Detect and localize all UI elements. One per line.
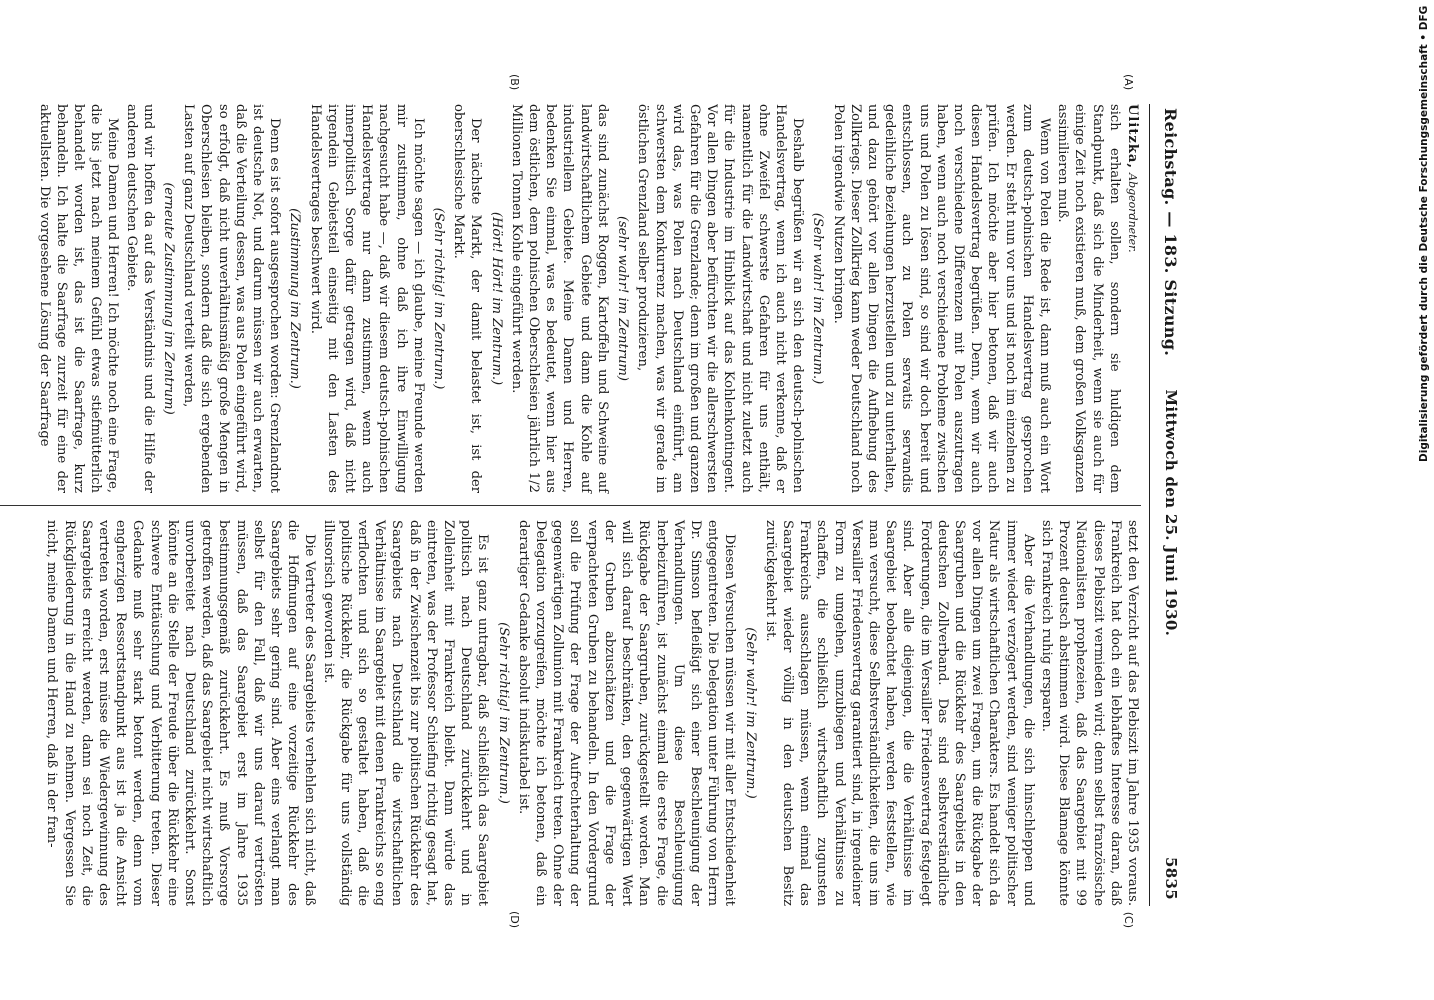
speaker-role: Abgeordneter. <box>1126 173 1139 253</box>
margin-marker-a: (A) <box>1122 74 1135 91</box>
interjection: (Sehr wahr! im Zentrum.) <box>742 627 758 799</box>
paragraph: Der nächste Markt, der damit belastet ist, ist der oberschlesische Markt. <box>451 104 484 493</box>
paragraph: Es ist ganz untragbar, daß schließlich das Saargebiet politisch nach Deutschland zurückkehrt und in Zolleinheit mit Frankreich bleibt. Dann würde das eintreten, was der Professor Schiefing richtig gesagt hat, daß in der Zwischenzeit bis zur politischen Rückkehr des Saargebiets nach Deutschland die wirtschaftlichen Verhältnisse im Saargebiet mit denen Frankreichs so eng verflochten und sich so gestaltet haben, daß die politische Rückkehr, die Rückgabe für uns vollständig illusorisch geworden ist. <box>320 520 491 906</box>
paragraph: Ich möchte sagen — ich glaube, meine Freunde werden mir zustimmen, ohne daß ich ihre Einwilligung nachgesucht habe —, daß wir diesem deutsch-polnischen Handelsvertrage nur dann zustimmen, wenn auch innerpolitisch Sorge dafür getragen wird, daß nicht irgendein Gebietsteil einseitig mit den Lasten des Handelsvertrages beschwert wird. <box>307 104 426 493</box>
paragraph: und wir hoffen da auf das Verständnis und die Hilfe der anderen deutschen Gebiete. <box>123 104 156 493</box>
margin-marker-b: (B) <box>508 74 521 91</box>
left-column <box>0 104 1141 505</box>
paragraph: Die Vertreter des Saargebiets verhehlen sich nicht, daß die Hoffnungen auf eine vorzeitige Rückkehr des Saargebiets sehr gering sind. Aber eins verlangt man selbst für den Fall, daß wir uns darauf vertrösten müssen, daß das Saargebiet erst im Jahre 1935 bestimmungsgemäß zurückkehrt. Es muß Vorsorge getroffen werden, daß das Saargebiet nicht wirtschaftlich unvorbereitet nach Deutschland zurückkehrt. Sonst könnte an die Stelle der Freude über die Rückkehr eine schwere Enttäuschung und Verbitterung treten. Dieser Gedanke muß sehr stark betont werden, denn vom engherzigen Ressortstandpunkt aus ist ja die Ansicht vertreten worden, erst müsse die Wiedergewinnung des Saargebiets erreicht werden, dann sei noch Zeit, die Rückgliederung in die Hand zu nehmen. Vergessen Sie nicht, meine Damen und Herren, daß in der fran- <box>44 520 318 906</box>
digitization-note-text: Digitalisierung gefördert durch die Deutsche Forschungsgemeinschaft • DFG <box>1418 6 1430 463</box>
margin-marker-c: (C) <box>1122 911 1135 928</box>
interjection: (Zustimmung im Zentrum.) <box>287 208 303 389</box>
paragraph: Aber die Verhandlungen, die sich hinschleppen und immer wieder verzögert werden, sind weniger politischer Natur als wirtschaftlichen Charakters. Es handelt sich da vor allen Dingen um zwei Fragen, um die Rückgabe der Saargruben und die Rückkehr des Saargebiets in den deutschen Zollverband. Das sind selbstverständliche Forderungen, die im Versailler Friedensvertrag festgelegt sind. Aber alle diejenigen, die die Verhältnisse im Saargebiet beobachtet haben, werden feststellen, wie man versucht, diese Selbstverständlichkeiten, die uns im Versailler Friedensvertrag garantiert sind, in irgendeiner Form zu umgehen, umzubiegen und Verhältnisse zu schaffen, die schließlich wirtschaftlich zugunsten Frankreichs ausschlagen müssen, wenn einmal das Saargebiet wieder völlig in den deutschen Besitz zurückgekehrt ist. <box>762 520 1036 906</box>
digitization-note <box>1418 6 1434 986</box>
paragraph: Wenn von Polen die Rede ist, dann muß auch ein Wort zum deutsch-polnischen Handelsvertrag gesprochen werden. Er steht nun vor uns und ist noch im einzelnen zu prüfen. Ich möchte aber hier betonen, daß wir auch diesen Handelsvertrag begrüßen. Denn, wenn wir auch noch verschiedene Differenzen mit Polen auszutragen haben, wenn auch noch verschiedene Probleme zwischen uns und Polen zu lösen sind, so sind wir doch bereit und entschlossen, auch zu Polen servatis servandis gedeihliche Beziehungen herzustellen und zu unterhalten, und dazu gehört vor allen Dingen die Aufhebung des Zollkriegs. Dieser Zollkrieg kann weder Deutschland noch Polen irgendwie Nutzen bringen. <box>830 104 1052 493</box>
page-header <box>1149 104 1182 906</box>
interjection: (Hört! Hört! im Zentrum.) <box>488 211 504 386</box>
interjection: (erneute Zustimmung im Zentrum) <box>161 182 177 415</box>
header-left: Reichstag. — 183. Sitzung. <box>1161 108 1180 357</box>
interjection: (Sehr richtig! im Zentrum.) <box>495 622 511 804</box>
interjection: (sehr wahr! im Zentrum) <box>615 215 631 382</box>
header-right <box>1162 389 1180 900</box>
header-date: Mittwoch den 25. Juni 1930. <box>1162 389 1180 637</box>
right-column <box>0 505 1141 906</box>
page-number: 5835 <box>1162 857 1180 900</box>
paragraph: Denn es ist sofort ausgesprochen worden: Grenzlandnot ist deutsche Not, und darum müssen wir auch erwarten, daß die Verteilung dessen, was aus Polen eingeführt wird, so erfolgt, daß nicht unverhältnismäßig große Mengen in Oberschlesien bleiben, sondern daß die sich ergebenden Lasten auf ganz Deutschland verteilt werden, <box>181 104 283 493</box>
paragraph: das sind zunächst Roggen, Kartoffeln und Schweine auf landwirtschaftlichem Gebiete und dann die Kohle auf industriellem Gebiete. Meine Damen und Herren, bedenken Sie einmal, was es bedeutet, wenn hier aus dem östlichen, dem polnischen Oberschlesien jährlich 1/2 Millionen Tonnen Kohle eingeführt werden. <box>508 104 610 493</box>
paragraph: sich erhalten sollen, sondern sie huldigen dem Standpunkt, daß sich die Minderheit, wenn sie auch für einige Zeit noch existieren muß, dem großen Volksganzen assimilieren muß. <box>1055 104 1122 493</box>
speaker-name: Ulitzka, <box>1125 104 1140 169</box>
paragraph: Deshalb begrüßen wir an sich den deutsch-polnischen Handelsvertrag, wenn ich auch nicht verkenne, daß er ohne Zweifel schwerste Gefahren für uns enthält, namentlich für die Landwirtschaft und nicht zuletzt auch für die Industrie im Hinblick auf das Kohlenkontingent. Vor allen Dingen aber befürchten wir die allerschwersten Gefahren für die Grenzlande; denn im großen und ganzen wird das, was Polen nach Deutschland einführt, am schwersten dem Konkurrenz machen, was wir gerade im östlichen Grenzland selber produzieren, <box>635 104 806 493</box>
document-page <box>0 70 1190 930</box>
text-columns <box>0 74 1141 928</box>
speaker-line <box>1124 104 1141 493</box>
interjection: (Sehr richtig! im Zentrum.) <box>431 207 447 390</box>
paragraph: Meine Damen und Herren! Ich möchte noch eine Frage, die bis jetzt nach meinem Gefühl etwas stiefmütterlich behandelt worden ist, das ist die Saarfrage, kurz behandeln. Ich halte die Saarfrage zurzeit für eine der aktuellsten. Die vorgesehene Lösung der Saarfrage <box>36 104 121 493</box>
paragraph: setzt den Verzicht auf das Plebiszit im Jahre 1935 voraus. Frankreich hat doch ein lebhaftes Interesse daran, daß dieses Plebiszit vermieden wird; denn selbst französische Nationalisten prophezeien, daß das Saargebiet mit 99 Prozent deutsch abstimmen wird. Diese Blamage könnte sich Frankreich ruhig ersparen. <box>1038 520 1140 906</box>
margin-marker-d: (D) <box>508 910 521 928</box>
paragraph: Diesen Versuchen müssen wir mit aller Entschiedenheit entgegentreten. Die Delegation unter Führung von Herrn Dr. Simson befleißigt sich einer Beschleunigung der Verhandlungen. Um diese Beschleunigung herbeizuführen, ist zunächst einmal die erste Frage, die Rückgabe der Saargruben, zurückgestellt worden. Man will sich darauf beschränken, den gegenwärtigen Wert der Gruben abzuschätzen und die Frage der verpachteten Gruben zu behandeln. In den Vordergrund soll die Prüfung der Frage der Aufrechterhaltung der gegenwärtigen Zollunion mit Frankreich treten. Ohne der Delegation vorzugreifen, möchte ich betonen, daß ein derartiger Gedanke absolut indiskutabel ist. <box>515 520 738 906</box>
interjection: (Sehr wahr! im Zentrum.) <box>810 212 826 385</box>
